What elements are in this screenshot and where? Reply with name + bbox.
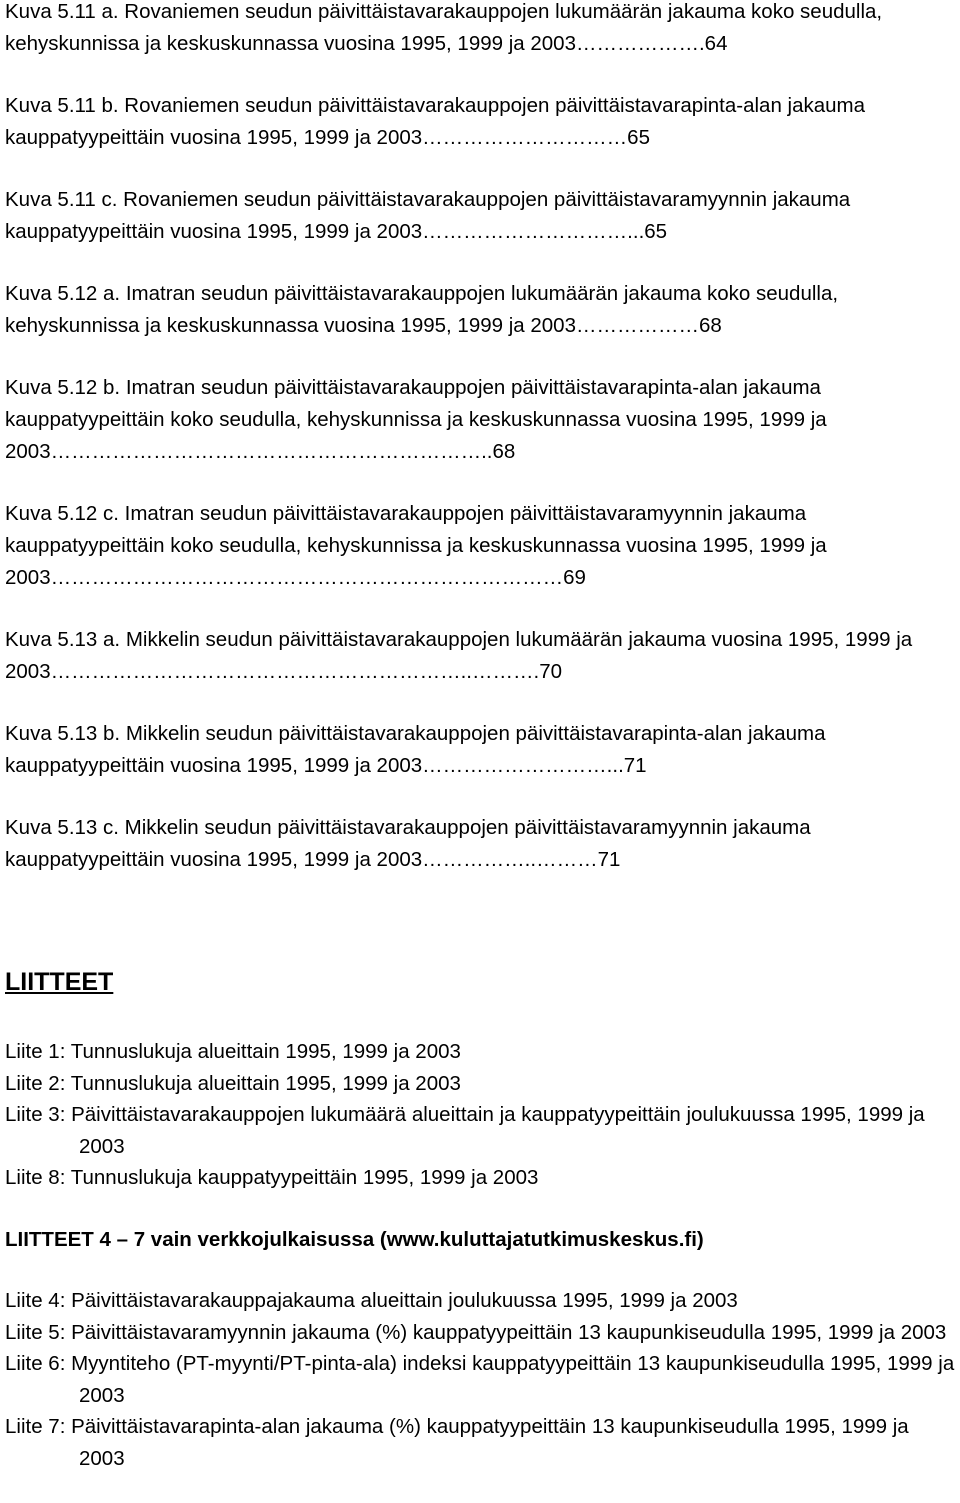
figure-page-number: 70 [539,660,563,683]
appendix-item: Liite 8: Tunnuslukuja kauppatyypeittäin 1995, 1999 ja 2003 [5,1166,539,1189]
figure-entry [5,624,955,688]
dot-leader: ……………………………………………………….. [50,440,493,463]
figure-title: Imatran seudun päivittäistavarakauppojen lukumäärän jakauma koko seudulla, kehyskunnissa ja keskuskunnassa vuosina 1995, 1999 ja 2003 [5,282,839,337]
dot-leader: ………………………… [422,126,628,149]
figure-entry [5,498,955,594]
figure-entry [5,372,955,468]
figure-label: Kuva 5.12 c. [5,502,119,525]
appendix-item: Liite 2: Tunnuslukuja alueittain 1995, 1999 ja 2003 [5,1071,461,1095]
dot-leader: ………………………... [422,754,624,777]
figure-entry [5,0,955,60]
figure-entry [5,812,955,876]
appendix-section [5,962,955,1474]
figure-title: Imatran seudun päivittäistavarakauppojen päivittäistavarapinta-alan jakauma kauppatyypeittäin koko seudulla, kehyskunnissa ja keskuskunnassa vuosina 1995, 1999 ja 2003 [5,376,827,463]
appendix-item: Liite 7: Päivittäistavarapinta-alan jakauma (%) kauppatyypeittäin 13 kaupunkiseudulla 1995, 1999 ja 2003 [5,1415,909,1470]
figure-label: Kuva 5.11 b. [5,94,119,117]
figure-page-number: 71 [623,754,647,777]
figure-label: Kuva 5.12 a. [5,282,121,305]
figure-label: Kuva 5.13 a. [5,628,121,651]
figure-page-number: 68 [492,440,516,463]
figure-list [5,0,955,906]
online-appendix-heading: LIITTEET 4 – 7 vain verkkojulkaisussa (www.kuluttajatutkimuskeskus.fi) [5,1227,704,1251]
figure-label: Kuva 5.11 c. [5,188,118,211]
dot-leader: ………………………………………………………………… [50,566,564,589]
figure-entry [5,184,955,248]
figure-page-number: 71 [597,848,621,871]
appendix-item: Liite 3: Päivittäistavarakauppojen lukumäärä alueittain ja kauppatyypeittäin joulukuussa 1995, 1999 ja 2003 [5,1103,925,1158]
appendix-item: Liite 4: Päivittäistavarakauppajakauma alueittain joulukuussa 1995, 1999 ja 2003 [5,1289,738,1312]
figure-page-number: 65 [627,126,650,149]
dot-leader: ……………… [575,314,699,337]
figure-label: Kuva 5.13 b. [5,722,121,745]
appendix-item: Liite 5: Päivittäistavaramyynnin jakauma (%) kauppatyypeittäin 13 kaupunkiseudulla 1995, 1999 ja 2003 [5,1320,947,1344]
figure-page-number: 69 [563,566,586,589]
dot-leader: ……………………………………………………..………. [50,660,540,683]
figure-page-number: 65 [644,220,668,243]
appendix-heading: LIITTEET [5,968,114,996]
figure-title: Imatran seudun päivittäistavarakauppojen päivittäistavaramyynnin jakauma kauppatyypeittäin koko seudulla, kehyskunnissa ja keskuskunnassa vuosina 1995, 1999 ja 2003 [5,502,827,589]
figure-title: Rovaniemen seudun päivittäistavarakauppojen päivittäistavarapinta-alan jakauma kauppatyypeittäin vuosina 1995, 1999 ja 2003 [5,94,866,149]
figure-page-number: 68 [698,314,722,337]
figure-label: Kuva 5.12 b. [5,376,121,399]
dot-leader: ……………..……… [422,848,598,871]
figure-entry [5,278,955,342]
figure-title: Rovaniemen seudun päivittäistavarakauppojen lukumäärän jakauma koko seudulla, kehyskunnissa ja keskuskunnassa vuosina 1995, 1999 ja 2003 [5,0,883,55]
figure-title: Mikkelin seudun päivittäistavarakauppojen päivittäistavarapinta-alan jakauma kauppatyypeittäin vuosina 1995, 1999 ja 2003 [5,722,826,777]
figure-label: Kuva 5.13 c. [5,816,119,839]
dot-leader: ………………. [575,32,705,55]
figure-title: Mikkelin seudun päivittäistavarakauppojen päivittäistavaramyynnin jakauma kauppatyypeittäin vuosina 1995, 1999 ja 2003 [5,816,811,871]
appendix-item: Liite 6: Myyntiteho (PT-myynti/PT-pinta-ala) indeksi kauppatyypeittäin 13 kaupunkiseudulla 1995, 1999 ja 2003 [5,1352,955,1407]
figure-label: Kuva 5.11 a. [5,0,119,23]
figure-entry [5,90,955,154]
figure-title: Rovaniemen seudun päivittäistavarakauppojen päivittäistavaramyynnin jakauma kauppatyypeittäin vuosina 1995, 1999 ja 2003 [5,188,851,243]
figure-title: Mikkelin seudun päivittäistavarakauppojen lukumäärän jakauma vuosina 1995, 1999 ja 2003 [5,628,913,683]
dot-leader: …………………………... [422,220,645,243]
figure-entry [5,718,955,782]
appendix-item: Liite 1: Tunnuslukuja alueittain 1995, 1999 ja 2003 [5,1040,461,1063]
figure-page-number: 64 [704,32,728,55]
